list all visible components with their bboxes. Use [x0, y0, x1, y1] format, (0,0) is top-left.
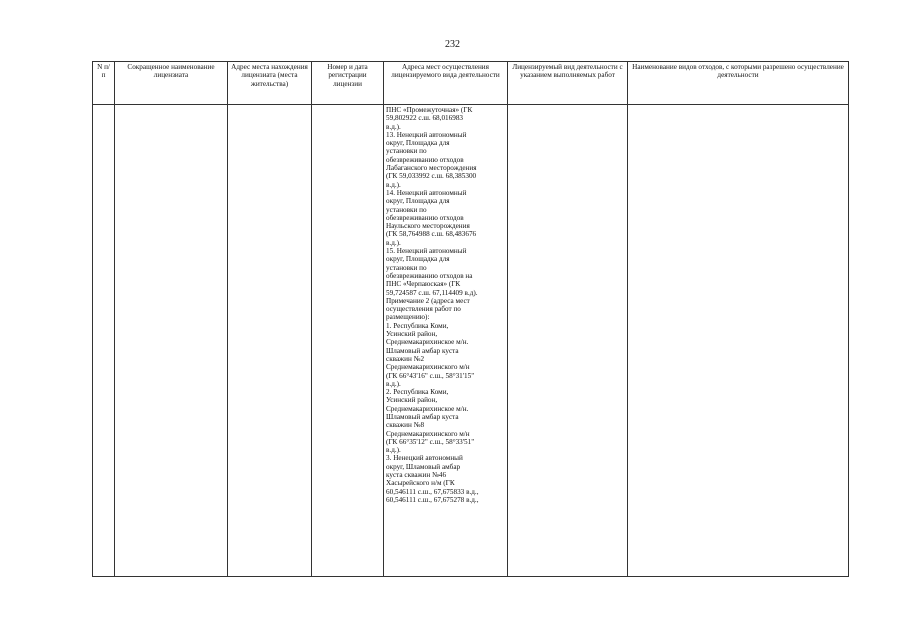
activity-address-line: 59,724587 с.ш. 67,114409 в.д). [386, 288, 478, 297]
activity-address-line: Среднемакарихинского м/н [386, 363, 470, 372]
cell-licensee-name [115, 105, 228, 577]
header-licensee-address: Адрес места нахождения лицензиата (места жительства) [228, 62, 312, 105]
activity-address-line: Хасырейского н/м (ГК [386, 479, 455, 488]
cell-number [93, 105, 115, 577]
activity-address-line: скважин №2 [386, 354, 425, 363]
activity-address-line: скважин №8 [386, 421, 425, 430]
activity-address-line: осуществления работ по [386, 305, 461, 314]
activity-address-line: установки по [386, 205, 427, 214]
activity-address-line: Шламовый амбар куста [386, 346, 459, 355]
header-activity-type: Лицензируемый вид деятельности с указанием выполняемых работ [508, 62, 628, 105]
activity-address-line: в.д.). [386, 446, 401, 455]
activity-address-line: округ, Площадка для [386, 197, 450, 206]
activity-address-line: 2. Республика Коми, [386, 388, 449, 397]
activity-address-line: в.д.). [386, 379, 401, 388]
activity-address-line: Наульского месторождения [386, 222, 470, 231]
activity-address-line: (ГК 58,764988 с.ш. 68,483676 [386, 230, 477, 239]
activity-address-line: размещению): [386, 313, 430, 322]
page-number: 232 [445, 39, 460, 50]
activity-address-line: ПНС «Черпаюская» (ГК [386, 280, 461, 289]
activity-address-line: 13. Ненецкий автономный [386, 130, 467, 139]
activity-address-line: установки по [386, 147, 427, 156]
activity-address-line: Среднемакарихинского м/н [386, 429, 470, 438]
header-waste-types: Наименование видов отходов, с которыми разрешено осуществление деятельности [628, 62, 849, 105]
activity-address-line: в.д.). [386, 122, 401, 131]
activity-address-line: Усинский район, [386, 330, 438, 339]
activity-address-line: 59,802922 с.ш. 68,016983 [386, 114, 464, 123]
activity-address-line: округ, Площадка для [386, 139, 450, 148]
activity-address-line: ПНС «Промежуточная» (ГК [386, 106, 473, 114]
activity-address-line: 60,546111 с.ш., 67,675278 в.д., [386, 495, 479, 504]
activity-address-line: в.д.). [386, 238, 401, 247]
activity-address-line: Усинский район, [386, 396, 438, 405]
header-activity-addresses: Адреса мест осуществления лицензируемого вида деятельности [384, 62, 508, 105]
activity-address-line: 3. Ненецкий автономный [386, 454, 463, 463]
activity-address-line: Среднемакарихинское м/н. [386, 404, 469, 413]
activity-address-line: (ГК 66°35'12" с.ш., 58°33'51" [386, 437, 475, 446]
license-table [92, 61, 849, 577]
cell-activity-addresses [384, 105, 508, 577]
cell-activity-type [508, 105, 628, 577]
activity-address-line: Среднемакарихинское м/н. [386, 338, 469, 347]
activity-address-line: 1. Республика Коми, [386, 321, 449, 330]
activity-address-line: округ, Площадка для [386, 255, 450, 264]
header-number: N п/ п [93, 62, 115, 105]
activity-address-line: обезвреживанию отходов [386, 213, 464, 222]
activity-address-line: 60,546111 с.ш., 67,675833 в.д., [386, 487, 479, 496]
activity-address-line: 15. Ненецкий автономный [386, 247, 467, 256]
cell-waste-types [628, 105, 849, 577]
activity-address-line: куста скважин №46 [386, 471, 447, 480]
activity-address-line: Примечание 2 (адреса мест [386, 296, 470, 305]
table-row [93, 105, 849, 577]
activity-address-line: Шламовый амбар куста [386, 412, 459, 421]
activity-address-line: Лабаганского месторождения [386, 164, 477, 173]
activity-address-line: 14. Ненецкий автономный [386, 188, 467, 197]
activity-address-line: (ГК 59,033992 с.ш. 68,385300 [386, 172, 477, 181]
cell-licensee-address [228, 105, 312, 577]
activity-address-line: установки по [386, 263, 427, 272]
activity-address-line: обезвреживанию отходов на [386, 271, 473, 280]
activity-address-line: в.д.). [386, 180, 401, 189]
activity-address-line: обезвреживанию отходов [386, 155, 464, 164]
table-header-row [93, 62, 849, 105]
activity-address-line: округ, Шламовый амбар [386, 462, 461, 471]
activity-address-line: (ГК 66°43'16" с.ш., 58°31'15" [386, 371, 475, 380]
cell-license-registration [312, 105, 384, 577]
header-licensee-name: Сокращенное наименование лицензиата [115, 62, 228, 105]
header-license-registration: Номер и дата регистрации лицензии [312, 62, 384, 105]
